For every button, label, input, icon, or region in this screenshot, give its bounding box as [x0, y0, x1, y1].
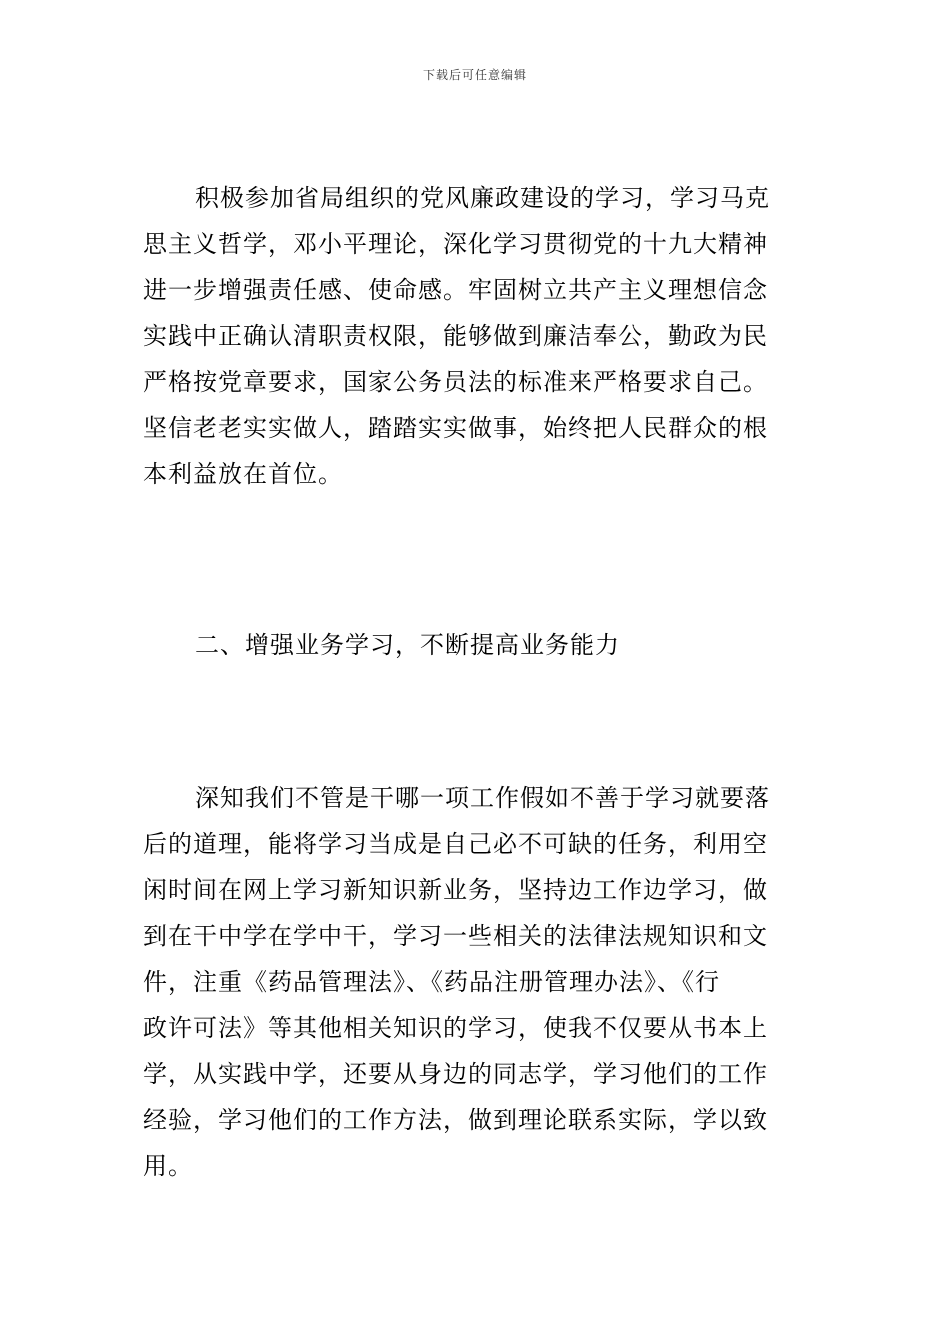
paragraph-line: 进一步增强责任感、使命感。牢固树立共产主义理想信念: [143, 276, 768, 304]
paragraph-line: 到在干中学在学中干，学习一些相关的法律法规知识和文: [143, 922, 768, 950]
paragraph-line: 本利益放在首位。: [143, 460, 343, 488]
paragraph-line: 闲时间在网上学习新知识新业务，坚持边工作边学习，做: [143, 876, 768, 904]
paragraph-line: 思主义哲学，邓小平理论，深化学习贯彻党的十九大精神: [143, 230, 768, 258]
page-header: 下载后可任意编辑: [422, 68, 527, 82]
paragraph-line: 学，从实践中学，还要从身边的同志学，学习他们的工作: [143, 1060, 768, 1088]
paragraph-line: 政许可法》等其他相关知识的学习，使我不仅要从书本上: [143, 1014, 768, 1042]
paragraph-line: 用。: [143, 1152, 193, 1180]
paragraph-line: 深知我们不管是干哪一项工作假如不善于学习就要落: [195, 784, 770, 812]
paragraph-line: 积极参加省局组织的党风廉政建设的学习，学习马克: [195, 184, 770, 212]
paragraph-line: 件，注重《药品管理法》、《药品注册管理办法》、《行: [143, 968, 720, 996]
paragraph-line: 经验，学习他们的工作方法，做到理论联系实际，学以致: [143, 1106, 768, 1134]
paragraph-line: 严格按党章要求，国家公务员法的标准来严格要求自己。: [143, 368, 768, 396]
paragraph-line: 后的道理，能将学习当成是自己必不可缺的任务，利用空: [143, 830, 768, 858]
paragraph-line: 实践中正确认清职责权限，能够做到廉洁奉公，勤政为民: [143, 322, 768, 350]
paragraph-line: 坚信老老实实做人，踏踏实实做事，始终把人民群众的根: [143, 414, 768, 442]
section-heading: 二、增强业务学习，不断提高业务能力: [195, 631, 620, 659]
